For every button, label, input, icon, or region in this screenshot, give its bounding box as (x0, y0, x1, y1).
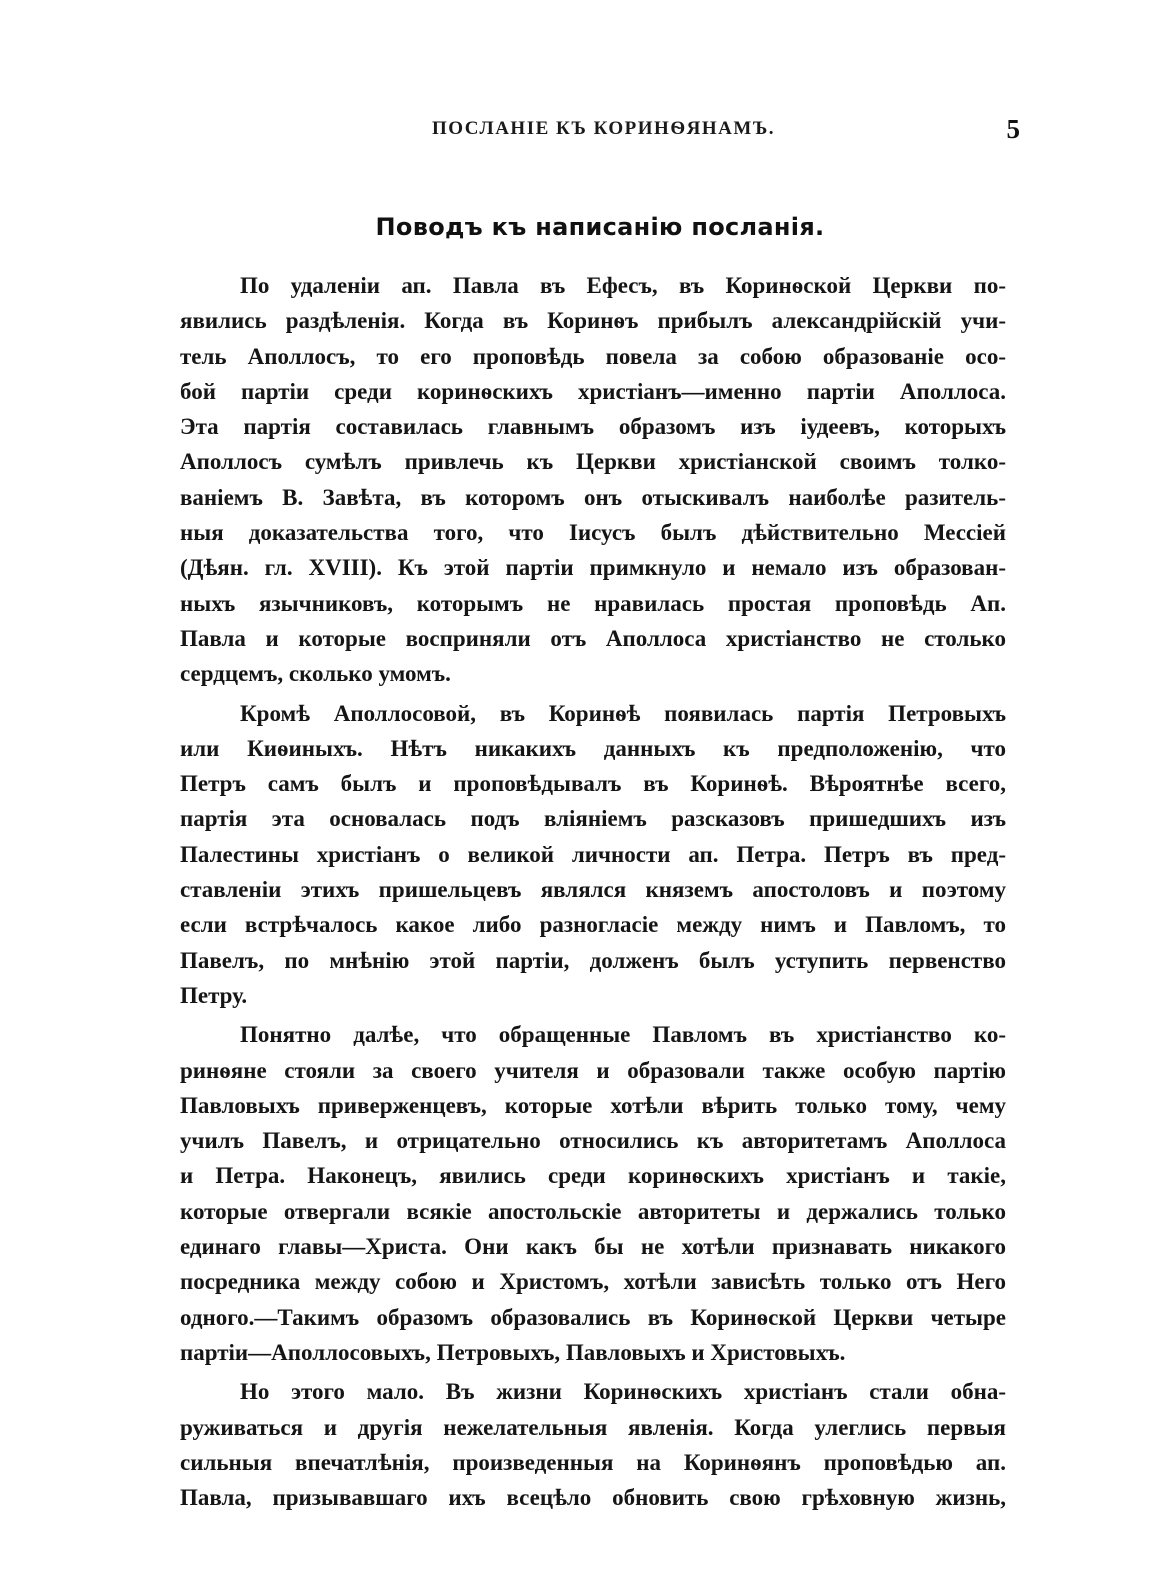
text-line: Палестины христіанъ о великой личности ап. Петра. Петръ въ пред- (180, 841, 1006, 867)
text-line: бой партіи среди коринѳскихъ христіанъ—именно партіи Аполлоса. (180, 378, 1006, 404)
text-line: которые отвергали всякіе апостольскіе авторитеты и держались только (180, 1198, 1006, 1224)
text-line: Аполлосъ сумѣлъ привлечь къ Церкви христіанской своимъ толко- (180, 449, 1006, 475)
text-line: руживаться и другія нежелательныя явленія. Когда улеглись первыя (180, 1414, 1006, 1440)
text-line: явились раздѣленія. Когда въ Коринѳъ прибылъ александрійскій учи- (180, 308, 1006, 334)
section-heading: Поводъ къ написанію посланія. (375, 213, 825, 241)
text-line: Эта партія составилась главнымъ образомъ изъ іудеевъ, которыхъ (180, 414, 1006, 440)
text-line: сердцемъ, сколько умомъ. (180, 661, 451, 687)
running-head (180, 114, 1020, 148)
running-title: ПОСЛАНІЕ КЪ КОРИНѲЯНАМЪ. (432, 118, 776, 139)
text-line: Павловыхъ приверженцевъ, которые хотѣли вѣрить только тому, чему (180, 1092, 1006, 1118)
text-line: единаго главы—Христа. Они какъ бы не хотѣли признавать никакого (180, 1234, 1006, 1260)
paragraph (180, 1017, 1006, 1370)
text-line: ринѳяне стояли за своего учителя и образовали также особую партію (180, 1057, 1006, 1083)
text-line: Кромѣ Аполлосовой, въ Коринѳѣ появилась партія Петровыхъ (240, 700, 1006, 726)
text-line: посредника между собою и Христомъ, хотѣли зависѣть только отъ Него (180, 1269, 1006, 1295)
text-line: Петру. (180, 982, 248, 1008)
text-line: тель Аполлосъ, то его проповѣдь повела за собою образованіе осо- (180, 343, 1006, 369)
text-line: Павла, призывавшаго ихъ всецѣло обновить свою грѣховную жизнь, (180, 1485, 1006, 1511)
text-line: ставленіи этихъ пришельцевъ являлся княземъ апостоловъ и поэтому (180, 877, 1006, 903)
text-line: ныхъ язычниковъ, которымъ не нравилась простая проповѣдь Ап. (180, 590, 1006, 616)
text-line: Павла и которые восприняли отъ Аполлоса христіанство не столько (180, 625, 1006, 651)
text-line: ныя доказательства того, что Іисусъ былъ дѣйствительно Мессіей (180, 520, 1006, 546)
text-line: (Дѣян. гл. XVIII). Къ этой партіи примкнуло и немало изъ образован- (180, 555, 1006, 581)
paragraph (180, 696, 1006, 1014)
text-line: ваніемъ В. Завѣта, въ которомъ онъ отыскивалъ наиболѣе разитель- (180, 484, 1006, 510)
text-line: Понятно далѣе, что обращенные Павломъ въ христіанство ко- (240, 1022, 1006, 1048)
text-line: Павелъ, по мнѣнію этой партіи, долженъ былъ уступить первенство (180, 947, 1006, 973)
text-line: сильныя впечатлѣнія, произведенныя на Коринѳянъ проповѣдью ап. (180, 1449, 1006, 1475)
text-line: или Киѳиныхъ. Нѣтъ никакихъ данныхъ къ предположенію, что (180, 735, 1006, 761)
text-line: одного.—Такимъ образомъ образовались въ Коринѳской Церкви четыре (180, 1304, 1006, 1330)
text-line: училъ Павелъ, и отрицательно относились къ авторитетамъ Аполлоса (180, 1128, 1006, 1154)
text-line: партіи—Аполлосовыхъ, Петровыхъ, Павловыхъ и Христовыхъ. (180, 1339, 846, 1365)
body-text (180, 268, 1006, 1519)
text-line: если встрѣчалось какое либо разногласіе между нимъ и Павломъ, то (180, 912, 1006, 938)
text-line: По удаленіи ап. Павла въ Ефесъ, въ Коринѳской Церкви по- (240, 273, 1006, 298)
page-number: 5 (1006, 114, 1020, 144)
text-line: Петръ самъ былъ и проповѣдывалъ въ Коринѳѣ. Вѣроятнѣе всего, (180, 771, 1006, 797)
paragraph (180, 1374, 1006, 1515)
paragraph (180, 268, 1006, 692)
text-line: и Петра. Наконецъ, явились среди коринѳскихъ христіанъ и такіе, (180, 1163, 1006, 1189)
text-line: партія эта основалась подъ вліяніемъ разсказовъ пришедшихъ изъ (180, 806, 1006, 832)
text-line: Но этого мало. Въ жизни Коринѳскихъ христіанъ стали обна- (240, 1379, 1006, 1405)
